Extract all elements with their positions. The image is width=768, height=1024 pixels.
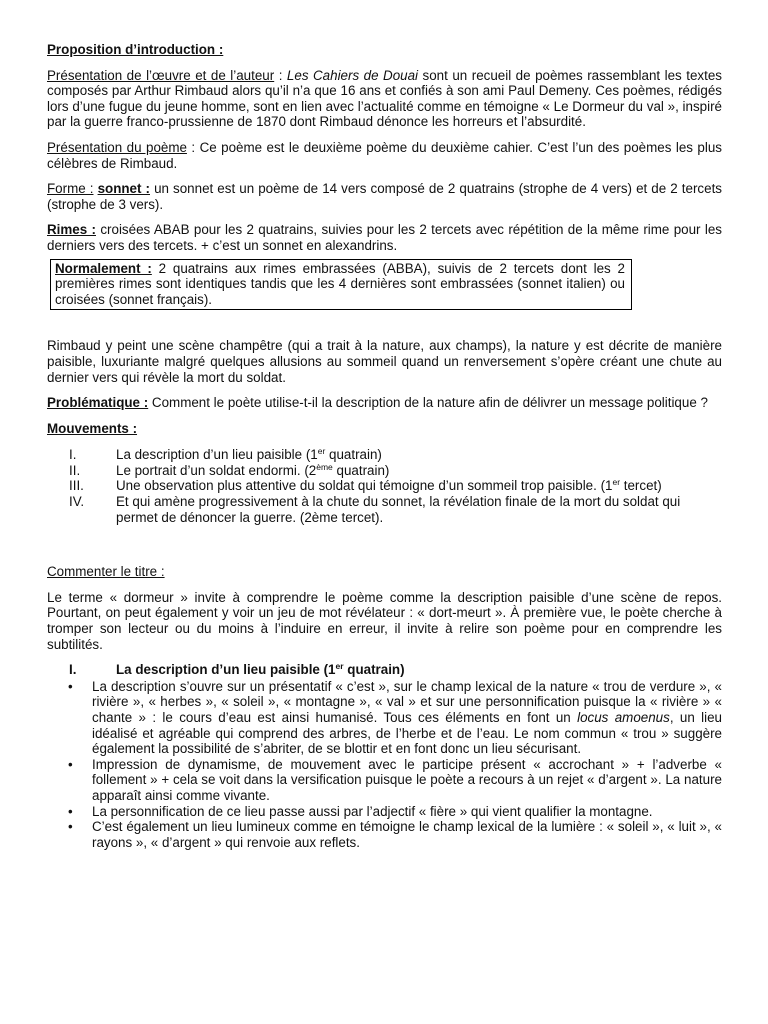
forme-label: Forme : <box>47 181 94 197</box>
bullet-item: • Impression de dynamisme, de mouvement avec le participe présent « accrochant » + l’adverbe « follement » + cela se voit dans la versification puisque le poète a recours à un rejet « d’argent ». La nature apparaît ainsi comme vivante. <box>68 756 722 803</box>
problematique-text: Comment le poète utilise-t-il la description de la nature afin de délivrer un message politique ? <box>148 395 708 411</box>
bullet-item: • La personnification de ce lieu passe aussi par l’adjectif « fière » qui vient qualifier la montagne. <box>68 803 653 819</box>
bullet-item: • La description s’ouvre sur un présentatif « c’est », sur le champ lexical de la nature « trou de verdure », « rivière », « herbes », « soleil », « montagne », « val » et sur une personnification puisque la « rivière » « chante » : le cours d’eau est ainsi humanisé. Tous ces éléments en font un locus amoenus, un lieu idéalisé et agréable qui comprend des arbres, de l’herbe et de l’eau. Le nom commun « trou » suggère également la possibilité de s’abriter, de se blottir et en font donc un lieu sécurisant. <box>68 678 722 757</box>
commenter-titre-paragraph: Le terme « dormeur » invite à comprendre le poème comme la description paisible d’une scène de repos. Pourtant, on peut également y voir un jeu de mot révélateur : « dort-meurt ». À première vue, le poète cherche à tromper son lecteur ou du moins à l’induire en erreur, il invite à relire son poème pour en comprendre les subtilités. <box>47 589 722 652</box>
section-number: I. <box>69 662 77 678</box>
rimes-text: croisées ABAB pour les 2 quatrains, suivies pour les 2 tercets avec répétition de la même rime pour les derniers vers des tercets. + c’est un sonnet en alexandrins. <box>47 222 722 253</box>
locus-amoenus: locus amoenus <box>577 710 670 725</box>
presentation-oeuvre-paragraph <box>47 68 722 130</box>
presentation-poeme-paragraph <box>47 140 722 171</box>
mouvement-item: IV. Et qui amène progressivement à la chute du sonnet, la révélation finale de la mort du soldat qui permet de dénoncer la guerre. (2ème tercet). <box>69 494 681 525</box>
mouvement-number: IV. <box>69 494 85 510</box>
commenter-titre-heading: Commenter le titre : <box>47 564 165 580</box>
mouvement-item: II. Le portrait d’un soldat endormi. (2ème quatrain) <box>69 461 390 478</box>
forme-paragraph <box>47 181 722 212</box>
presentation-poeme-text: : Ce poème est le deuxième poème du deuxième cahier. C’est l’un des poèmes les plus célèbres de Rimbaud. <box>47 139 722 171</box>
introduction-heading: Proposition d’introduction : <box>47 42 224 57</box>
rimes-label: Rimes : <box>47 222 96 238</box>
mouvement-number: III. <box>69 478 84 494</box>
rimes-paragraph <box>47 222 722 253</box>
section-1-heading: I. La description d’un lieu paisible (1er quatrain) <box>69 661 405 678</box>
problematique-paragraph <box>47 395 722 411</box>
recueil-title: Les Cahiers de Douai <box>286 67 419 83</box>
presentation-oeuvre-label: Présentation de l’œuvre et de l’auteur <box>47 67 275 83</box>
normalement-label: Normalement : <box>55 260 152 276</box>
normalement-text: 2 quatrains aux rimes embrassées (ABBA), suivis de 2 tercets dont les 2 premières rimes sont identiques tandis que les 4 dernières sont embrassées (sonnet italien) ou croisées (sonnet français). <box>55 260 626 307</box>
bullet-icon: • <box>68 756 73 772</box>
forme-text: un sonnet est un poème de 14 vers composé de 2 quatrains (strophe de 4 vers) et de 2 tercets (strophe de 3 vers). <box>47 181 722 212</box>
mouvement-item: III. Une observation plus attentive du soldat qui témoigne d’un sommeil trop paisible. (1er tercet) <box>69 477 662 494</box>
sonnet-label: sonnet : <box>97 181 150 197</box>
bullet-icon: • <box>68 819 73 835</box>
bullet-icon: • <box>68 803 73 819</box>
mouvement-number: I. <box>69 447 77 463</box>
document-page <box>47 42 722 850</box>
section-1-bullets <box>47 679 722 851</box>
presentation-poeme-label: Présentation du poème <box>47 139 187 155</box>
scene-champetre-paragraph: Rimbaud y peint une scène champêtre (qui a trait à la nature, aux champs), la nature y est décrite de manière paisible, luxuriante malgré quelques allusions au sommeil quand un renversement s’opère créant une chute au dernier vers qui révèle la mort du soldat. <box>47 338 722 385</box>
normalement-box <box>50 259 632 311</box>
bullet-icon: • <box>68 678 73 694</box>
mouvements-heading: Mouvements : <box>47 420 138 436</box>
mouvements-list <box>47 447 722 525</box>
bullet-item: • C’est également un lieu lumineux comme en témoigne le champ lexical de la lumière : « soleil », « luit », « rayons », « d’argent » qui renvoie aux reflets. <box>68 819 722 850</box>
mouvement-number: II. <box>69 462 81 478</box>
mouvement-item: I. La description d’un lieu paisible (1er quatrain) <box>69 446 382 463</box>
presentation-oeuvre-text: sont un recueil de poèmes rassemblant les textes composés par Arthur Rimbaud alors qu’il n’a que 16 ans et confiés à son ami Paul Demeny. Ces poèmes, rédigés lors d’une fugue du jeune homme, sont en lien avec l’actualité comme en témoigne « Le Dormeur du val », inspiré par la guerre franco-prussienne de 1870 dont Rimbaud dénonce les horreurs et l’absurdité. <box>47 67 722 130</box>
presentation-oeuvre-separator: : <box>274 67 287 83</box>
problematique-label: Problématique : <box>47 395 149 411</box>
